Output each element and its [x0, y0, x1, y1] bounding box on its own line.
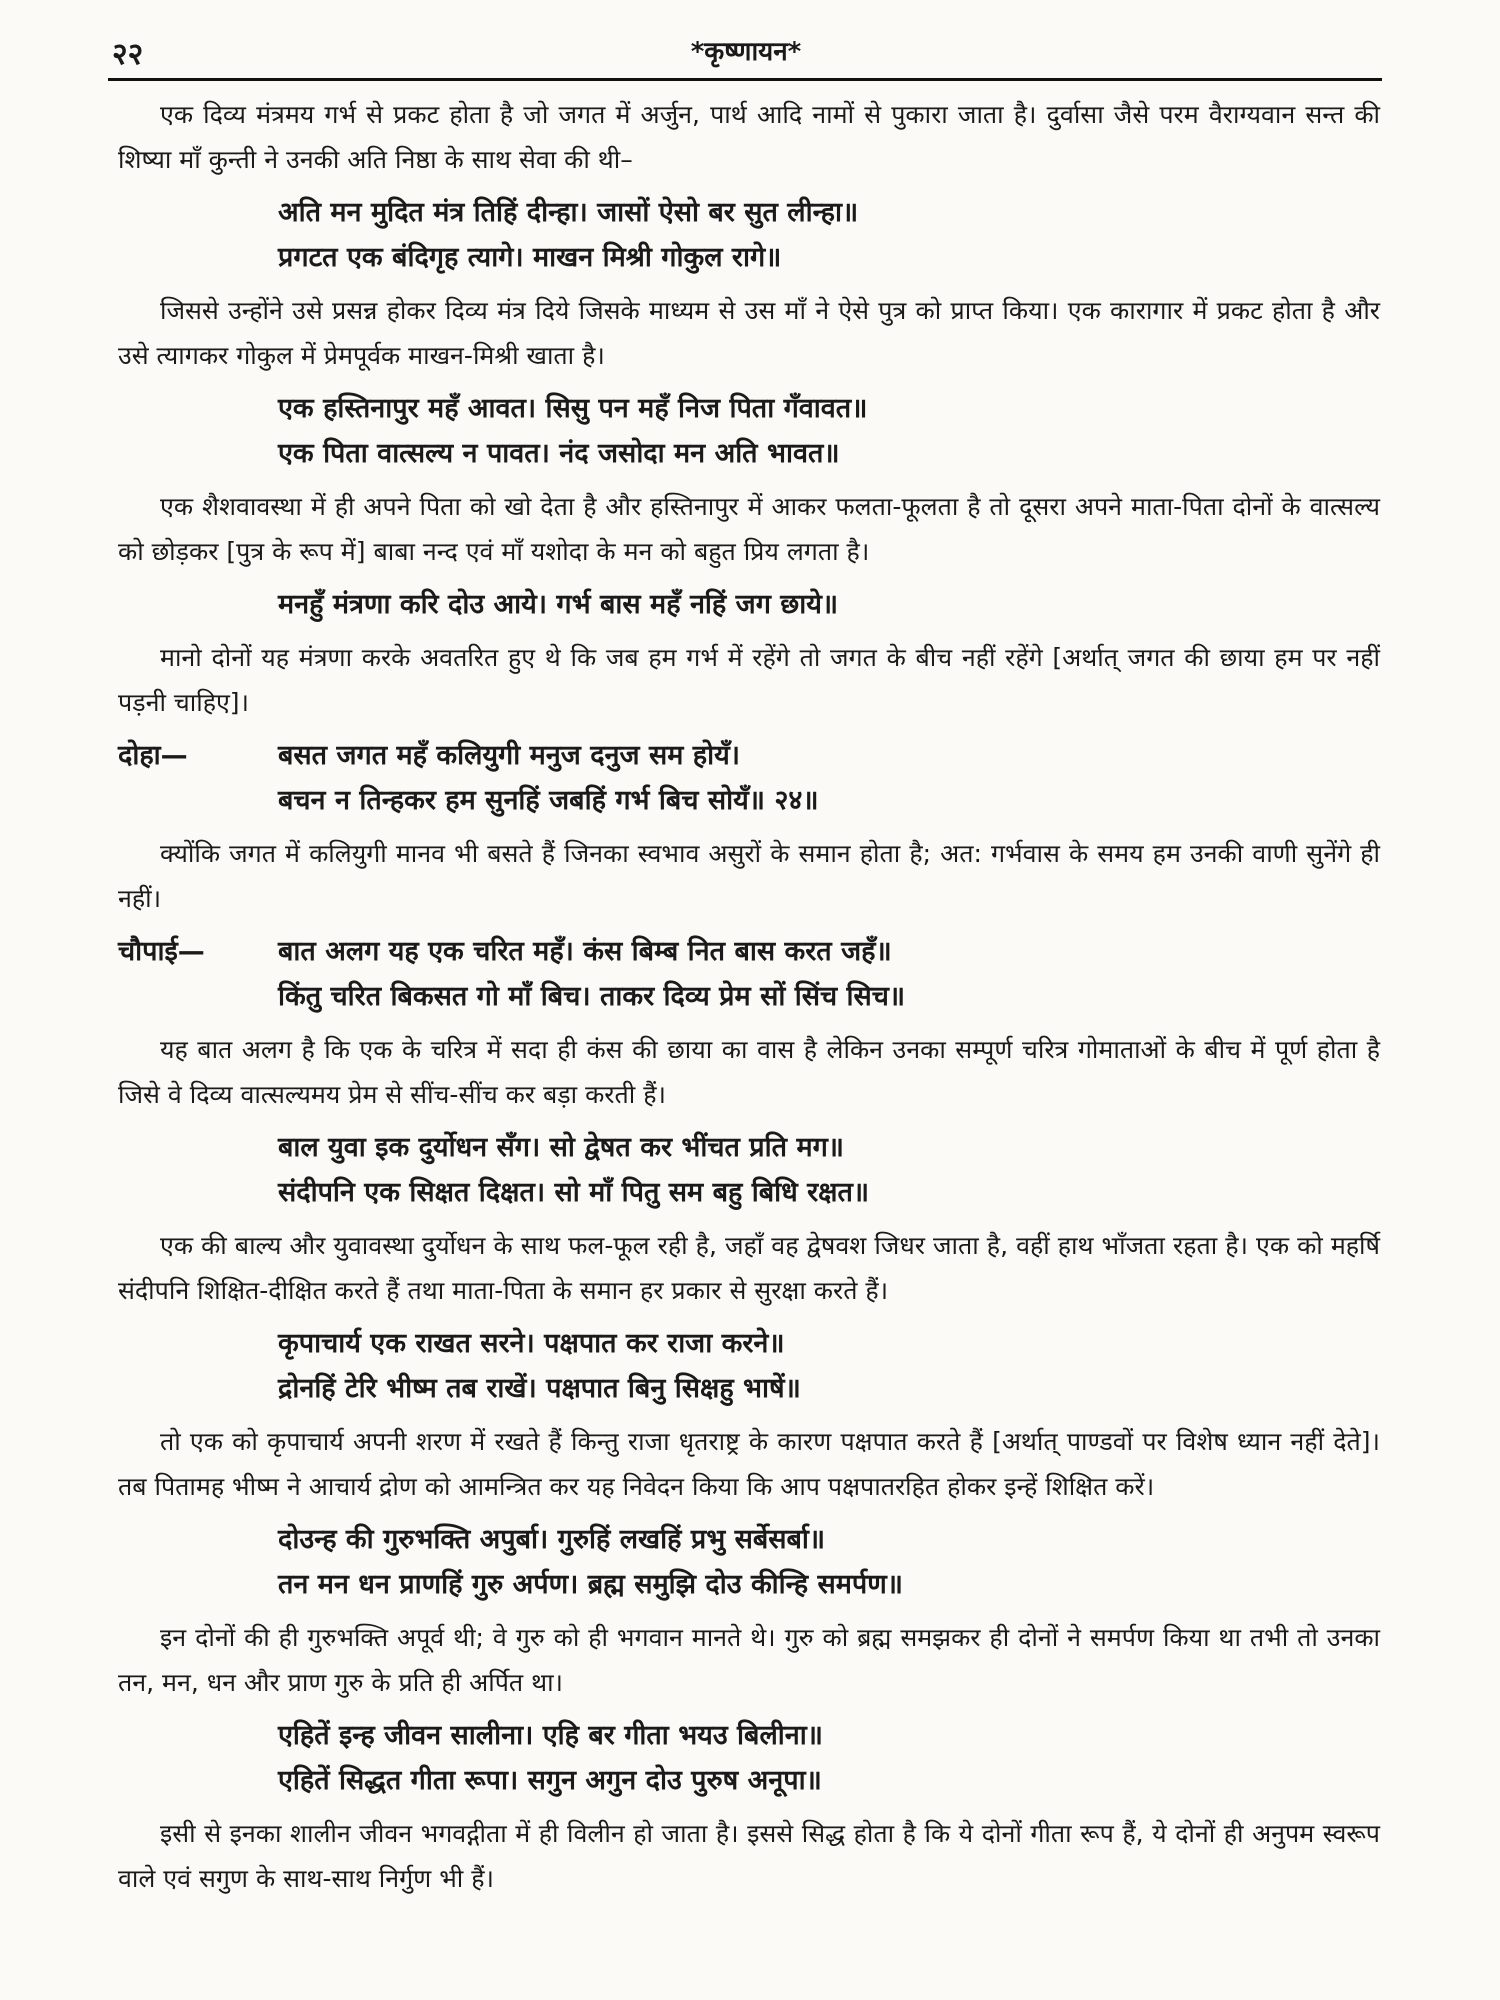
verse-line [118, 1321, 1380, 1366]
verse-text: बचन न तिन्हकर हम सुनहिं जबहिं गर्भ बिच सोयँ॥ २४॥ [278, 785, 819, 816]
verse-line [118, 1758, 1380, 1803]
verse-label: दोहा— [118, 740, 188, 771]
verse-text: बात अलग यह एक चरित महँ। कंस बिम्ब नित बास करत जहँ॥ [278, 936, 892, 967]
prose-paragraph: एक शैशवावस्था में ही अपने पिता को खो देता है और हस्तिनापुर में आकर फलता-फूलता है तो दूसरा अपने माता-पिता दोनों के वात्सल्य को छोड़कर [पुत्र के रूप में] बाबा नन्द एवं माँ यशोदा के मन को बहुत प्रिय लगता है। [118, 492, 1380, 566]
header-rule [108, 78, 1382, 81]
prose-paragraph: क्योंकि जगत में कलियुगी मानव भी बसते हैं जिनका स्वभाव असुरों के समान होता है; अत: गर्भवास के समय हम उनकी वाणी सुनेंगे ही नहीं। [118, 839, 1380, 913]
verse-text: एक पिता वात्सल्य न पावत। नंद जसोदा मन अति भावत॥ [278, 438, 840, 469]
verse-label: चौपाई— [118, 936, 205, 967]
verse-line [118, 1517, 1380, 1562]
prose-paragraph: मानो दोनों यह मंत्रणा करके अवतरित हुए थे कि जब हम गर्भ में रहेंगे तो जगत के बीच नहीं रहेंगे [अर्थात् जगत की छाया हम पर नहीं पड़नी चाहिए]। [118, 643, 1380, 717]
verse-text: बाल युवा इक दुर्योधन सँग। सो द्वेषत कर भींचत प्रति मग॥ [278, 1132, 844, 1163]
verse-line [118, 386, 1380, 431]
verse-block [118, 1713, 1380, 1803]
page-body [118, 92, 1380, 1909]
verse-line [118, 582, 1380, 627]
verse-text: प्रगटत एक बंदिगृह त्यागे। माखन मिश्री गोकुल रागे॥ [278, 242, 782, 273]
verse-text: एक हस्तिनापुर महँ आवत। सिसु पन महँ निज पिता गँवावत॥ [278, 393, 868, 424]
verse-line [118, 1713, 1380, 1758]
verse-block [118, 1321, 1380, 1411]
prose-paragraph: एक दिव्य मंत्रमय गर्भ से प्रकट होता है जो जगत में अर्जुन, पार्थ आदि नामों से पुकारा जाता है। दुर्वासा जैसे परम वैराग्यवान सन्त की शिष्या माँ कुन्ती ने उनकी अति निष्ठा के साथ सेवा की थी– [118, 100, 1380, 174]
verse-line [118, 235, 1380, 280]
prose-paragraph: यह बात अलग है कि एक के चरित्र में सदा ही कंस की छाया का वास है लेकिन उनका सम्पूर्ण चरित्र गोमाताओं के बीच में पूर्ण होता है जिसे वे दिव्य वात्सल्यमय प्रेम से सींच-सींच कर बड़ा करती हैं। [118, 1035, 1380, 1109]
verse-block [118, 1517, 1380, 1607]
verse-block [118, 929, 1380, 1019]
verse-text: द्रोनहिं टेरि भीष्म तब राखें। पक्षपात बिनु सिक्षहु भाषें॥ [278, 1373, 801, 1404]
verse-text: अति मन मुदित मंत्र तिहिं दीन्हा। जासों ऐसो बर सुत लीन्हा॥ [278, 197, 859, 228]
verse-line [118, 733, 1380, 778]
prose-paragraph: तो एक को कृपाचार्य अपनी शरण में रखते हैं किन्तु राजा धृतराष्ट्र के कारण पक्षपात करते हैं [अर्थात् पाण्डवों पर विशेष ध्यान नहीं देते]। तब पितामह भीष्म ने आचार्य द्रोण को आमन्त्रित कर यह निवेदन किया कि आप पक्षपातरहित होकर इन्हें शिक्षित करें। [118, 1427, 1380, 1501]
verse-text: तन मन धन प्राणहिं गुरु अर्पण। ब्रह्म समुझि दोउ कीन्हि समर्पण॥ [278, 1569, 903, 1600]
running-title: *कृष्णायन* [690, 37, 802, 67]
page-number: २२ [112, 37, 144, 72]
prose-paragraph: इसी से इनका शालीन जीवन भगवद्गीता में ही विलीन हो जाता है। इससे सिद्ध होता है कि ये दोनों गीता रूप हैं, ये दोनों ही अनुपम स्वरूप वाले एवं सगुण के साथ-साथ निर्गुण भी हैं। [118, 1819, 1380, 1893]
verse-block [118, 1125, 1380, 1215]
verse-block [118, 582, 1380, 627]
prose-paragraph: इन दोनों की ही गुरुभक्ति अपूर्व थी; वे गुरु को ही भगवान मानते थे। गुरु को ब्रह्म समझकर ही दोनों ने समर्पण किया था तभी तो उनका तन, मन, धन और प्राण गुरु के प्रति ही अर्पित था। [118, 1623, 1380, 1697]
verse-text: संदीपनि एक सिक्षत दिक्षत। सो माँ पितु सम बहु बिधि रक्षत॥ [278, 1177, 870, 1208]
prose-paragraph: एक की बाल्य और युवावस्था दुर्योधन के साथ फल-फूल रही है, जहाँ वह द्वेषवश जिधर जाता है, वहीं हाथ भाँजता रहता है। एक को महर्षि संदीपनि शिक्षित-दीक्षित करते हैं तथा माता-पिता के समान हर प्रकार से सुरक्षा करते हैं। [118, 1231, 1380, 1305]
verse-line [118, 1125, 1380, 1170]
verse-text: दोउन्ह की गुरुभक्ति अपुर्बा। गुरुहिं लखहिं प्रभु सर्बेसर्बा॥ [278, 1524, 826, 1555]
verse-line [118, 1562, 1380, 1607]
verse-text: बसत जगत महँ कलियुगी मनुज दनुज सम होयँ। [278, 740, 740, 771]
verse-line [118, 974, 1380, 1019]
prose-paragraph: जिससे उन्होंने उसे प्रसन्न होकर दिव्य मंत्र दिये जिसके माध्यम से उस माँ ने ऐसे पुत्र को प्राप्त किया। एक कारागार में प्रकट होता है और उसे त्यागकर गोकुल में प्रेमपूर्वक माखन-मिश्री खाता है। [118, 296, 1380, 370]
page-header [112, 28, 1380, 76]
verse-block [118, 190, 1380, 280]
verse-block [118, 386, 1380, 476]
verse-text: कृपाचार्य एक राखत सरने। पक्षपात कर राजा करने॥ [278, 1328, 785, 1359]
verse-text: किंतु चरित बिकसत गो माँ बिच। ताकर दिव्य प्रेम सों सिंच सिच॥ [278, 981, 906, 1012]
verse-line [118, 929, 1380, 974]
verse-text: एहितें सिद्धत गीता रूपा। सगुन अगुन दोउ पुरुष अनूपा॥ [278, 1765, 822, 1796]
verse-block [118, 733, 1380, 823]
verse-line [118, 1170, 1380, 1215]
verse-line [118, 1366, 1380, 1411]
verse-line [118, 431, 1380, 476]
verse-text: एहितें इन्ह जीवन सालीना। एहि बर गीता भयउ बिलीना॥ [278, 1720, 823, 1751]
verse-line [118, 190, 1380, 235]
verse-line [118, 778, 1380, 823]
verse-text: मनहुँ मंत्रणा करि दोउ आये। गर्भ बास महँ नहिं जग छाये॥ [278, 589, 839, 620]
